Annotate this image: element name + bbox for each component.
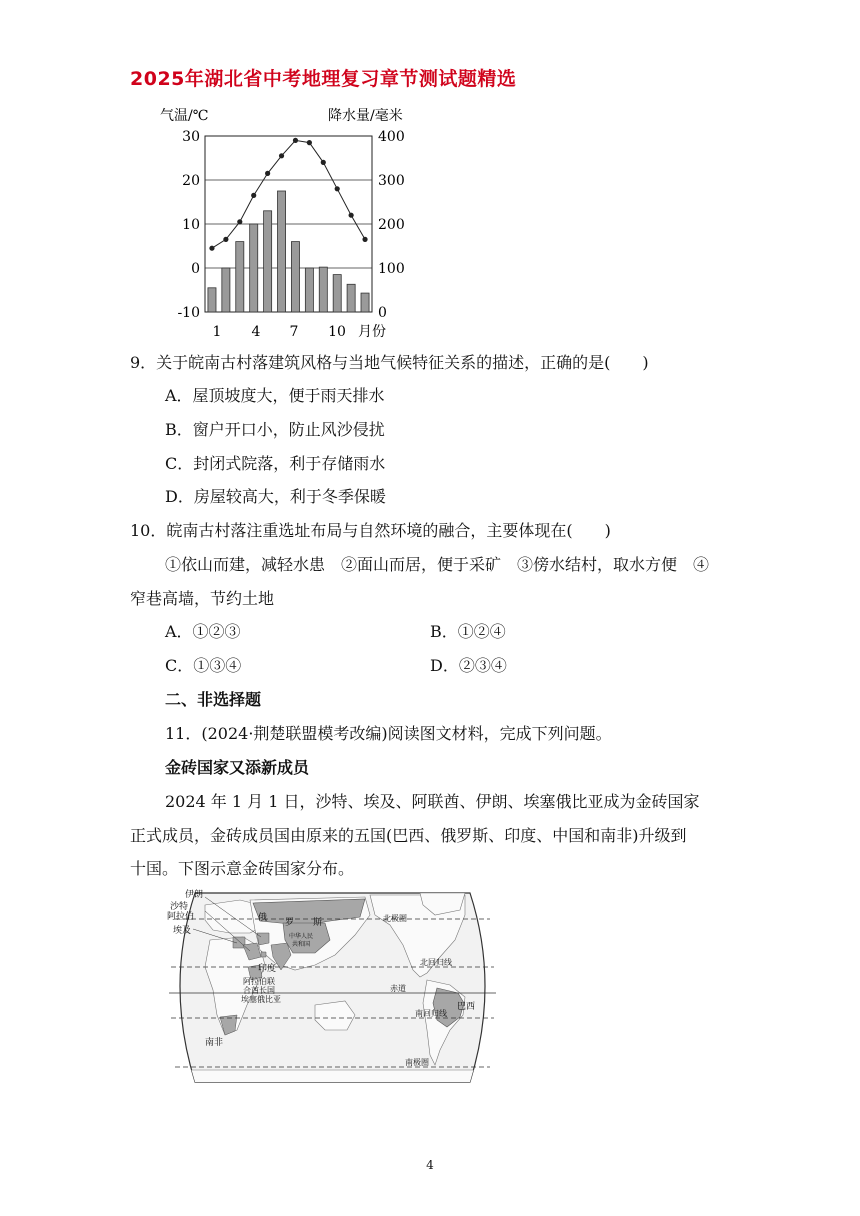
y-left-tick: 10 xyxy=(182,217,200,233)
label-ethiopia: 埃塞俄比亚 xyxy=(241,995,281,1004)
q9-stem: 9．关于皖南古村落建筑风格与当地气候特征关系的描述，正确的是( ) xyxy=(130,353,649,372)
temperature-point xyxy=(349,213,354,218)
label-uae-2: 合酋长国 xyxy=(243,986,275,995)
temperature-point xyxy=(362,237,367,242)
q10-option-d: D．②③④ xyxy=(430,656,507,675)
x-tick: 4 xyxy=(251,324,261,340)
label-iran: 伊朗 xyxy=(185,890,204,900)
label-south-africa: 南非 xyxy=(205,1038,224,1048)
q9-option-d: D．房屋较高大，利于冬季保暖 xyxy=(165,487,386,506)
temperature-point xyxy=(321,160,326,165)
label-saudi-arabia: 阿拉伯 xyxy=(167,912,195,922)
y-left-tick-labels xyxy=(177,129,200,321)
y-right-tick-labels xyxy=(378,129,405,321)
y-left-tick: 20 xyxy=(182,173,200,189)
document-header-title: 2025年湖北省中考地理复习章节测试题精选 xyxy=(130,68,517,90)
x-axis-label: 月份 xyxy=(358,324,386,340)
q11-paragraph-line2: 正式成员，金砖成员国由原来的五国(巴西、俄罗斯、印度、中国和南非)升级到 xyxy=(130,826,687,845)
label-egypt: 埃及 xyxy=(173,926,192,936)
q11-stem: 11．(2024·荆楚联盟模考改编)阅读图文材料，完成下列问题。 xyxy=(165,724,612,743)
precipitation-bar xyxy=(250,224,258,312)
label-antarctic-circle: 南极圈 xyxy=(405,1058,429,1067)
label-brazil: 巴西 xyxy=(457,1002,476,1012)
precipitation-bar xyxy=(236,242,244,312)
q10-option-b: B．①②④ xyxy=(430,622,506,641)
precipitation-bars xyxy=(208,191,369,312)
x-tick: 1 xyxy=(212,324,222,340)
precipitation-bar xyxy=(208,288,216,312)
label-china-2: 共和国 xyxy=(292,941,311,948)
x-tick-labels xyxy=(213,324,346,340)
y-left-tick: 30 xyxy=(182,129,200,145)
y-left-tick: -10 xyxy=(177,305,200,321)
label-tropic-of-capricorn: 南回归线 xyxy=(415,1009,447,1018)
temperature-point xyxy=(293,138,298,143)
temperature-point xyxy=(237,219,242,224)
q11-material-title: 金砖国家又添新成员 xyxy=(165,758,310,777)
temperature-point xyxy=(209,246,214,251)
climate-chart xyxy=(160,100,430,345)
page-number: 4 xyxy=(426,1158,434,1172)
q9-option-c: C．封闭式院落，利于存储雨水 xyxy=(165,454,386,473)
label-china-1: 中华人民 xyxy=(289,933,314,940)
x-tick: 10 xyxy=(328,324,346,340)
precipitation-bar xyxy=(222,268,230,312)
temperature-curve xyxy=(212,140,365,248)
temperature-point xyxy=(335,186,340,191)
precipitation-bar xyxy=(278,191,286,312)
label-india: 印度 xyxy=(258,964,277,974)
precipitation-bar xyxy=(305,268,313,312)
y-left-axis-label: 气温/℃ xyxy=(160,108,209,124)
label-arctic-circle: 北极圈 xyxy=(383,914,407,923)
q10-options-line2: 窄巷高墙，节约土地 xyxy=(130,589,275,608)
temperature-point xyxy=(265,171,270,176)
temperature-point xyxy=(223,237,228,242)
precipitation-bar xyxy=(361,293,369,312)
label-saudi: 沙特 xyxy=(170,902,189,912)
temperature-point xyxy=(251,193,256,198)
label-russia-3: 斯 xyxy=(313,918,323,928)
q10-option-c: C．①③④ xyxy=(165,656,242,675)
x-tick: 7 xyxy=(289,324,299,340)
iran-shape xyxy=(257,933,269,945)
q9-option-a: A．屋顶坡度大，便于雨天排水 xyxy=(165,386,385,405)
y-right-tick: 100 xyxy=(378,261,405,277)
label-russia-2: 罗 xyxy=(285,918,295,928)
precipitation-bar xyxy=(264,211,272,312)
y-right-tick: 200 xyxy=(378,217,405,233)
y-right-tick: 400 xyxy=(378,129,405,145)
brics-world-map xyxy=(165,885,500,1090)
y-left-tick: 0 xyxy=(191,261,200,277)
precipitation-bar xyxy=(291,242,299,312)
chart-gridlines xyxy=(205,180,372,268)
q11-paragraph-line1: 2024 年 1 月 1 日，沙特、埃及、阿联酋、伊朗、埃塞俄比亚成为金砖国家 xyxy=(165,792,700,811)
y-right-tick: 0 xyxy=(378,305,387,321)
label-tropic-of-cancer: 北回归线 xyxy=(420,958,452,967)
q9-option-b: B．窗户开口小，防止风沙侵扰 xyxy=(165,420,385,439)
precipitation-bar xyxy=(319,267,327,312)
temperature-point xyxy=(279,153,284,158)
q11-paragraph-line3: 十国。下图示意金砖国家分布。 xyxy=(130,859,355,878)
y-right-axis-label: 降水量/毫米 xyxy=(328,108,403,124)
q10-stem: 10．皖南古村落注重选址布局与自然环境的融合，主要体现在( ) xyxy=(130,521,611,540)
label-equator: 赤道 xyxy=(390,984,406,993)
precipitation-bar xyxy=(347,284,355,312)
precipitation-bar xyxy=(333,275,341,312)
y-right-tick: 300 xyxy=(378,173,405,189)
temperature-line xyxy=(209,138,367,251)
label-russia-1: 俄 xyxy=(258,913,268,923)
section-heading: 二、非选择题 xyxy=(165,690,262,709)
antarctica-shape xyxy=(165,1070,500,1090)
label-uae-1: 阿拉伯联 xyxy=(243,977,275,986)
temperature-point xyxy=(307,140,312,145)
q10-options-line1: ①依山而建，减轻水患 ②面山而居，便于采矿 ③傍水结村，取水方便 ④ xyxy=(165,555,710,574)
uae-shape xyxy=(261,952,266,957)
q10-option-a: A．①②③ xyxy=(165,622,241,641)
